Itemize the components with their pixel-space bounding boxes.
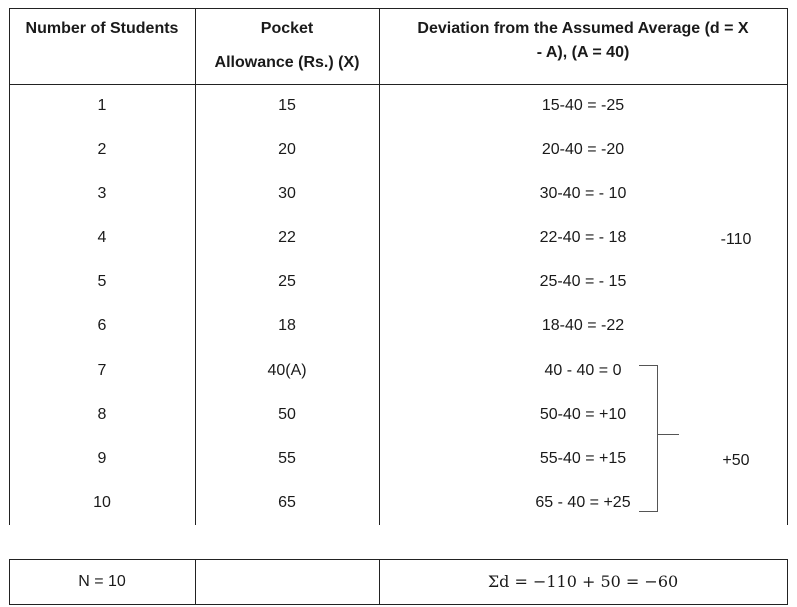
- allowance-value: 50: [278, 406, 296, 423]
- student-number: 1: [97, 97, 107, 114]
- footer-top-border: [9, 559, 788, 560]
- positive-group-bracket: [639, 365, 658, 512]
- allowance-value: 40(A): [267, 362, 307, 379]
- student-number: 2: [97, 141, 107, 158]
- negative-deviation-total: -110: [720, 231, 752, 248]
- deviation-value: 65 - 40 = +25: [535, 494, 631, 511]
- deviation-value: 30-40 = - 10: [539, 185, 627, 202]
- bracket-pointer: [657, 434, 679, 435]
- column-divider-2: [379, 8, 380, 525]
- allowance-value: 65: [278, 494, 296, 511]
- column-divider-1: [195, 8, 196, 525]
- deviation-value: 50-40 = +10: [539, 406, 627, 423]
- student-number: 4: [97, 229, 107, 246]
- deviation-value: 18-40 = -22: [541, 317, 625, 334]
- allowance-value: 25: [278, 273, 296, 290]
- deviation-value: 25-40 = - 15: [539, 273, 627, 290]
- deviation-value: 55-40 = +15: [539, 450, 627, 467]
- student-number: 5: [97, 273, 107, 290]
- footer-right-border: [787, 559, 788, 604]
- student-number: 6: [97, 317, 107, 334]
- total-students: N = 10: [78, 573, 126, 590]
- table-top-border: [9, 8, 788, 9]
- deviation-value: 15-40 = -25: [541, 97, 625, 114]
- positive-deviation-total: +50: [722, 452, 750, 469]
- deviation-value: 22-40 = - 18: [539, 229, 627, 246]
- deviation-value: 40 - 40 = 0: [544, 362, 622, 379]
- header-deviation-cont: - A), (A = 40): [536, 44, 630, 61]
- student-number: 3: [97, 185, 107, 202]
- student-number: 7: [97, 362, 107, 379]
- student-number: 9: [97, 450, 107, 467]
- allowance-value: 15: [278, 97, 296, 114]
- deviation-value: 20-40 = -20: [541, 141, 625, 158]
- allowance-value: 30: [278, 185, 296, 202]
- table-right-border: [787, 8, 788, 525]
- header-allowance: Allowance (Rs.) (X): [214, 54, 360, 71]
- header-deviation: Deviation from the Assumed Average (d = X: [417, 20, 749, 37]
- header-bottom-border: [9, 84, 788, 85]
- footer-bottom-border: [9, 604, 788, 605]
- allowance-value: 18: [278, 317, 296, 334]
- header-pocket: Pocket: [260, 20, 314, 37]
- header-number-of-students: Number of Students: [25, 20, 179, 37]
- allowance-value: 20: [278, 141, 296, 158]
- footer-divider-1: [195, 559, 196, 604]
- student-number: 8: [97, 406, 107, 423]
- student-number: 10: [93, 494, 111, 511]
- allowance-value: 22: [278, 229, 296, 246]
- table-left-border: [9, 8, 10, 525]
- allowance-value: 55: [278, 450, 296, 467]
- deviation-sum: Σd = −110 + 50 = −60: [487, 572, 679, 591]
